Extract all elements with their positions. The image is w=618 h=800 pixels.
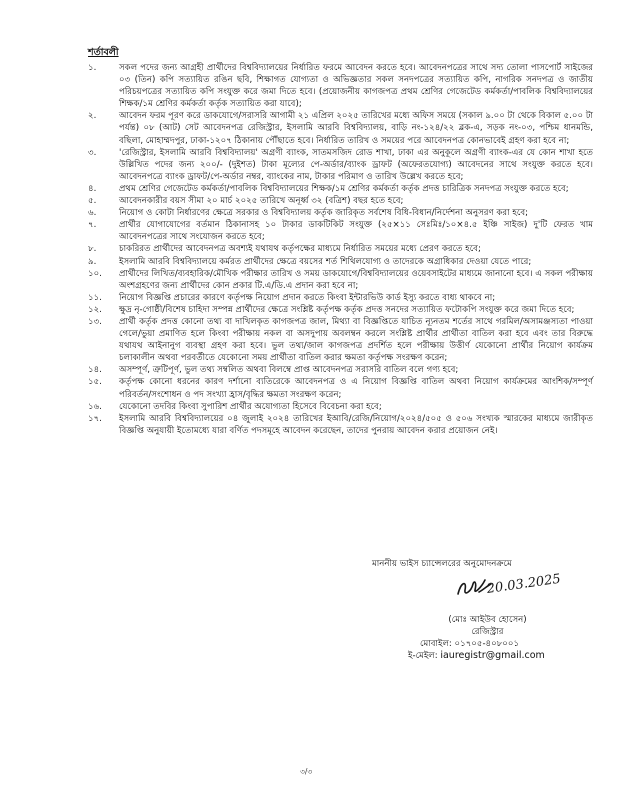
term-item (88, 376, 593, 400)
email-label: ই-মেইল: (408, 651, 438, 661)
term-number: ৬. (88, 208, 97, 219)
email-value[interactable]: iauregistr@gmail.com (440, 650, 545, 661)
term-item (88, 243, 593, 255)
term-item (88, 292, 593, 304)
term-text: অসম্পূর্ণ, ত্রুটিপূর্ণ, ভুল তথ্য সম্বলিত অথবা বিলম্বে প্রাপ্ত আবেদনপত্র সরাসরি বাতিল বলে গণ্য হবে; (119, 365, 459, 376)
term-number: ১২. (88, 304, 102, 315)
term-number: ১৪. (88, 365, 102, 376)
term-text: প্রথম শ্রেণির গেজেটেড কর্মকর্তা/পাবলিক বিশ্ববিদ্যালয়ের শিক্ষক/১ম শ্রেণির কর্মকর্তা কর্তৃক প্রদত্ত চারিত্রিক সনদপত্র সংযুক্ত করতে হবে; (119, 183, 569, 194)
term-text: আবেদন ফরম পূরণ করে ডাকযোগে/সরাসরি আগামী ২১ এপ্রিল ২০২৫ তারিখের মধ্যে অফিস সময়ে (সকাল ৯.০০ টা থেকে বিকাল ৫.০০ টা পর্যন্ত) ০৮ (আট) সেট আবেদনপত্র রেজিস্ট্রার, ইসলামি আরবি বিশ্ববিদ্যালয়, বাড়ি নং-১২৪/২২ ব্লক-এ, সড়ক নং-০৩, পশ্চিম ধানমন্ডি, বছিলা, মোহাম্মদপুর, ঢাকা-১২০৭ ঠিকানায় পৌঁছাতে হবে। নির্ধারিত তারিখ ও সময়ের পরে আবেদনপত্র কোনভাবেই গ্রহণ করা হবে না; (119, 111, 593, 146)
approval-line: মাননীয় ভাইস চ্যান্সেলরের অনুমোদনক্রমে (372, 559, 512, 569)
term-item (88, 268, 593, 292)
mobile-value: ০১৭০৫-৪০৮০০১ (454, 639, 520, 649)
term-number: ৮. (88, 244, 97, 255)
term-text: নিয়োগ ও কোটা নির্ধারণের ক্ষেত্রে সরকার ও বিশ্ববিদ্যালয় কর্তৃক জারিকৃত সর্বশেষ বিধি-বিধান/নির্দেশনা অনুসরণ করা হবে; (119, 208, 529, 219)
term-text: সকল পদের জন্য আগ্রহী প্রার্থীদের বিশ্ববিদ্যালয়ের নির্ধারিত ফরমে আবেদন করতে হবে। আবেদনপত্রের সাথে সদ্য তোলা পাসপোর্ট সাইজের ০৩ (তিন) কপি সত্যায়িত রঙিন ছবি, শিক্ষাগত যোগ্যতা ও অভিজ্ঞতার সকল সনদপত্রের সত্যায়িত কপি, নাগরিক সনদপত্র ও জাতীয় পরিচয়পত্রের সত্যায়িত কপি সংযুক্ত করে জমা দিতে হবে। (প্রয়োজনীয় কাগজপত্র প্রথম শ্রেণির গেজেটেড কর্মকর্তা/পাবলিক বিশ্ববিদ্যালয়ের শিক্ষক/১ম শ্রেণির কর্মকর্তা কর্তৃক সত্যায়িত করা যাবে); (119, 63, 593, 110)
term-number: ১৭. (88, 413, 102, 424)
term-item (88, 316, 593, 364)
term-item (88, 401, 593, 413)
term-item (88, 183, 593, 195)
term-text: কর্তৃপক্ষ কোনো ধরনের কারণ দর্শানো ব্যতিরেকে আবেদনপত্র ও এ নিয়োগ বিজ্ঞপ্তি বাতিল অথবা নিয়োগ কার্যক্রমের আংশিক/সম্পূর্ণ পরিবর্তন/সংশোধন ও পদ সংখ্যা হ্রাস/বৃদ্ধির ক্ষমতা সংরক্ষণ করেন; (119, 377, 593, 400)
term-text: ইসলামি আরবি বিশ্ববিদ্যালয়ে কর্মরত প্রার্থীদের ক্ষেত্রে বয়সের শর্ত শিথিলযোগ্য ও তাদেরকে অগ্রাধিকার দেওয়া যেতে পারে; (119, 256, 532, 267)
term-text: 'রেজিস্ট্রার, ইসলামি আরবি বিশ্ববিদ্যালয়' অগ্রণী ব্যাংক, সাতমসজিদ রোড শাখা, ঢাকা এর অনুকূলে অগ্রণী ব্যাংক-এর যে কোন শাখা হতে উল্লিখিত পদের জন্য ২০০/- (দুইশত) টাকা মূল্যের পে-অর্ডার/ব্যাংক ড্রাফট (অফেরতযোগ্য) আবেদনের সাথে সংযুক্ত করতে হবে। আবেদনপত্রে ব্যাংক ড্রাফট/পে-অর্ডার নম্বর, ব্যাংকের নাম, টাকার পরিমাণ ও তারিখ উল্লেখ করতে হবে; (119, 147, 593, 182)
term-number: ৯. (88, 256, 97, 267)
term-text: নিয়োগ বিজ্ঞপ্তি প্রচারের কারণে কর্তৃপক্ষ নিয়োগ প্রদান করতে কিংবা ইন্টারভিউ কার্ড ইস্যু করতে বাধ্য থাকবে না; (119, 292, 496, 303)
terms-heading: শর্তাবলী (88, 47, 119, 58)
term-item (88, 364, 593, 376)
term-number: ১৫. (88, 377, 102, 388)
term-number: ২. (88, 111, 97, 122)
signatory-designation: রেজিস্ট্রার (471, 627, 504, 637)
term-item (88, 62, 593, 110)
term-number: ১৩. (88, 316, 102, 327)
signature-block (360, 558, 585, 662)
term-number: ৩. (88, 147, 97, 158)
term-number: ৫. (88, 196, 97, 207)
term-number: ১. (88, 63, 97, 73)
term-number: ৭. (88, 220, 97, 231)
mobile-contact (360, 638, 585, 650)
email-contact (360, 650, 585, 662)
term-item (88, 304, 593, 316)
page-number: ৩/৩ (300, 767, 313, 776)
term-item (88, 256, 593, 268)
term-number: ১১. (88, 292, 102, 303)
term-item (88, 110, 593, 146)
term-text: যেকোনো তদবির কিংবা সুপারিশ প্রার্থীর অযোগ্যতা হিসেবে বিবেচনা করা হবে; (119, 401, 382, 412)
term-item (88, 207, 593, 219)
term-text: প্রার্থীর যোগাযোগের বর্তমান ঠিকানাসহ ১০ টাকার ডাকটিকিট সংযুক্ত (২৫×১১ সেঃমিঃ/১০×৪.৫ ইঞ্চি সাইজ) দু'টি ফেরত খাম আবেদনপত্রের সাথে সংযোজন করতে হবে; (119, 220, 593, 243)
term-item (88, 147, 593, 183)
mobile-label: মোবাইল: (420, 639, 452, 649)
term-text: চাকরিরত প্রার্থীদের আবেদনপত্র অবশ্যই যথাযথ কর্তৃপক্ষের মাধ্যমে নির্ধারিত সময়ের মধ্যে প্রেরণ করতে হবে; (119, 244, 481, 255)
term-text: ইসলামি আরবি বিশ্ববিদ্যালয়ের ০৪ জুলাই ২০২৪ তারিখের ইআবি/রেজি/নিয়োগ/২০২৪/৫০৫ ও ৫০৬ সংখ্যক স্মারকের মাধ্যমে জারীকৃত বিজ্ঞপ্তি অনুযায়ী ইতোমধ্যে যারা বর্ণিত পদসমূহে আবেদন করেছেন, তাদের পুনরায় আবেদন করার প্রয়োজন নেই। (119, 413, 593, 436)
term-text: প্রার্থীদের লিখিত/ব্যবহারিক/মৌখিক পরীক্ষার তারিখ ও সময় ডাকযোগে/বিশ্ববিদ্যালয়ের ওয়েবসাইটের মাধ্যমে জানানো হবে। এ সকল পরীক্ষায় অংশগ্রহণের জন্য প্রার্থীদের কোন প্রকার টি.এ/ডি.এ প্রদান করা হবে না; (119, 268, 593, 291)
term-text: আবেদনকারীর বয়স সীমা ২০ মার্চ ২০২৫ তারিখে অনূর্ধ্ব ৩২ (বত্রিশ) বছর হতে হবে; (119, 196, 404, 207)
term-item (88, 195, 593, 207)
signature-date: 20.03.2025 (485, 571, 562, 597)
handwritten-signature (360, 571, 585, 614)
term-item (88, 413, 593, 437)
term-number: ৪. (88, 183, 97, 194)
signatory-name: (মোঃ আইউব হোসেন) (448, 615, 527, 625)
term-text: ক্ষুদ্র নৃ-গোষ্ঠী/বিশেষ চাহিদা সম্পন্ন প্রার্থীদের ক্ষেত্রে সংশ্লিষ্ট কর্তৃপক্ষ কর্তৃক প্রদত্ত সনদের সত্যায়িত ফটোকপি সংযুক্ত করে জমা দিতে হবে; (119, 304, 575, 315)
term-number: ১৬. (88, 401, 102, 412)
term-text: প্রার্থী কর্তৃক প্রদত্ত কোনো তথ্য বা দাখিলকৃত কাগজপত্র জাল, মিথ্যা বা বিজ্ঞপ্তিতে যাচিত ন্যূনতম শর্তের সাথে গরমিল/অসামঞ্জস্যতা পাওয়া গেলে/ভুয়া প্রমাণিত হলে কিংবা পরীক্ষায় নকল বা অসদুপায় অবলম্বন করলে সংশ্লিষ্ট প্রার্থীর প্রার্থীতা বাতিল করা হবে এবং তার বিরুদ্ধে যথাযথ আইনানুগ ব্যবস্থা গ্রহণ করা হবে। ভুল তথ্য/জাল কাগজপত্র প্রদর্শিত হলে পরীক্ষায় উত্তীর্ণ যেকোনো প্রার্থীর নিয়োগ কার্যক্রম চলাকালীন অথবা পরবর্তীতে যেকোনো সময় প্রার্থীতা বাতিল করার ক্ষমতা কর্তৃপক্ষ সংরক্ষণ করেন; (119, 316, 593, 364)
terms-list (88, 62, 593, 437)
term-item (88, 219, 593, 243)
term-number: ১০. (88, 268, 102, 279)
